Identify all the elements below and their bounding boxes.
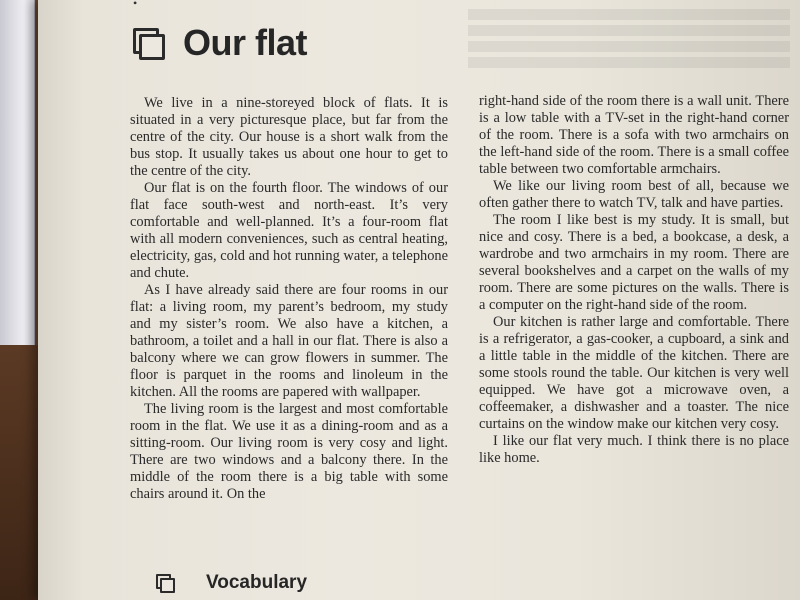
paragraph-continuation: right-hand side of the room there is a wall unit. There is a low table with a TV-set in the right-hand corner of the room. There is a sofa with two armchairs on the left-hand side of the room. There is a small coffee table between two comfortable armchairs. — [479, 93, 789, 177]
desk-surface-bottom — [0, 345, 40, 600]
paragraph: We live in a nine-storeyed block of flats. It is situated in a very picturesque place, but far from the centre of the city. Our house is a short walk from the bus stop. It usually takes us about one hour to get to the centre of the city. — [130, 95, 448, 179]
book-page — [38, 0, 800, 600]
binder-edge — [0, 0, 35, 345]
paragraph: We like our living room best of all, because we often gather there to watch TV, talk and have parties. — [479, 178, 789, 211]
paragraph: The room I like best is my study. It is small, but nice and cosy. There is a bed, a bookcase, a desk, a wardrobe and two armchairs in my room. There are several bookshelves and a carpet on the walls of my room. There are some pictures on the walls. There is a computer on the right-hand side of the room. — [479, 212, 789, 313]
vocabulary-header — [156, 572, 307, 594]
paragraph: The living room is the largest and most comfortable room in the flat. We use it as a dining-room and as a sitting-room. Our living room is very cosy and light. There are two windows and a balcony there. In the middle of the room there is a big table with some chairs around it. On the — [130, 401, 448, 502]
text-column-right — [479, 93, 789, 467]
top-bullet: • — [133, 0, 138, 10]
paragraph: I like our flat very much. I think there is no place like home. — [479, 433, 789, 466]
page-title: Our flat — [183, 22, 308, 63]
bleed-through-text — [458, 0, 800, 90]
section-square-icon — [156, 574, 176, 592]
paragraph: As I have already said there are four rooms in our flat: a living room, my parent’s bedroom, my study and my sister’s room. We also have a kitchen, a bathroom, a toilet and a hall in our flat. There is also a balcony where we can grow flowers in summer. The floor is parquet in the rooms and linoleum in the kitchen. All the rooms are papered with wallpaper. — [130, 282, 448, 400]
section-square-icon — [133, 28, 163, 58]
paragraph: Our flat is on the fourth floor. The windows of our flat face south-west and north-east. It’s very comfortable and well-planned. It’s a four-room flat with all modern conveniences, such as central heating, electricity, gas, cold and hot running water, a telephone and chute. — [130, 180, 448, 281]
paragraph: Our kitchen is rather large and comfortable. There is a refrigerator, a gas-cooker, a cupboard, a sink and a little table in the middle of the kitchen. There are some stools round the table. Our kitchen is very well equipped. We have got a microwave oven, a coffeemaker, a dishwasher and a toaster. The nice curtains on the window make our kitchen very cosy. — [479, 314, 789, 432]
page-header — [133, 22, 307, 64]
section-heading: Vocabulary — [206, 572, 308, 593]
text-column-left — [130, 95, 448, 503]
